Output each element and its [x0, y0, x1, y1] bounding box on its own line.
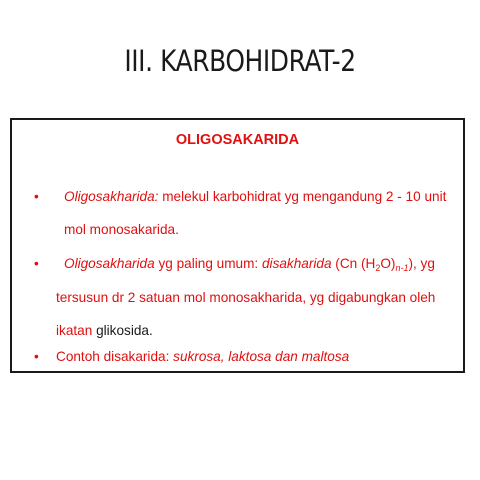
- bullet-2-line-3: [56, 323, 153, 339]
- bullet-2-term-2: disakharida: [261, 256, 332, 271]
- box-heading: OLIGOSAKARIDA: [175, 132, 300, 148]
- bullet-1-line-2: mol monosakarida.: [64, 222, 179, 237]
- bullet-2-text-3: O): [380, 256, 396, 271]
- bullet-1-text: melekul karbohidrat yg mengandung 2 - 10 unit: [158, 189, 447, 204]
- bullet-1-line-1: [64, 189, 446, 205]
- bullet-2-marker: •: [34, 256, 39, 271]
- bullet-3-items: sukrosa, laktosa dan maltosa: [173, 349, 350, 364]
- bullet-1-term: Oligosakharida:: [64, 189, 159, 204]
- bullet-3-line-1: [56, 349, 349, 365]
- slide-title: III. KARBOHIDRAT-2: [124, 44, 356, 78]
- bullet-2-line-1: [64, 256, 435, 272]
- bullet-2-text-1: yg paling umum:: [154, 256, 262, 271]
- bullet-2-cont-2a: ikatan: [56, 323, 97, 338]
- bullet-2-sub-1: 2: [375, 263, 381, 273]
- bullet-2-term: Oligosakharida: [64, 256, 155, 271]
- content-box: [10, 118, 465, 373]
- bullet-2-text-2: (Cn (H: [331, 256, 376, 271]
- bullet-2-line-2: tersusun dr 2 satuan mol monosakharida, yg digabungkan oleh: [56, 290, 436, 305]
- bullet-2-sub-2: n-1: [395, 263, 409, 273]
- bullet-3-text: Contoh disakarida:: [56, 349, 174, 364]
- bullet-1-marker: •: [34, 189, 39, 204]
- bullet-3-marker: •: [34, 349, 39, 364]
- bullet-2-cont-2b: glikosida.: [96, 323, 153, 338]
- bullet-2-text-4: ), yg: [408, 256, 435, 271]
